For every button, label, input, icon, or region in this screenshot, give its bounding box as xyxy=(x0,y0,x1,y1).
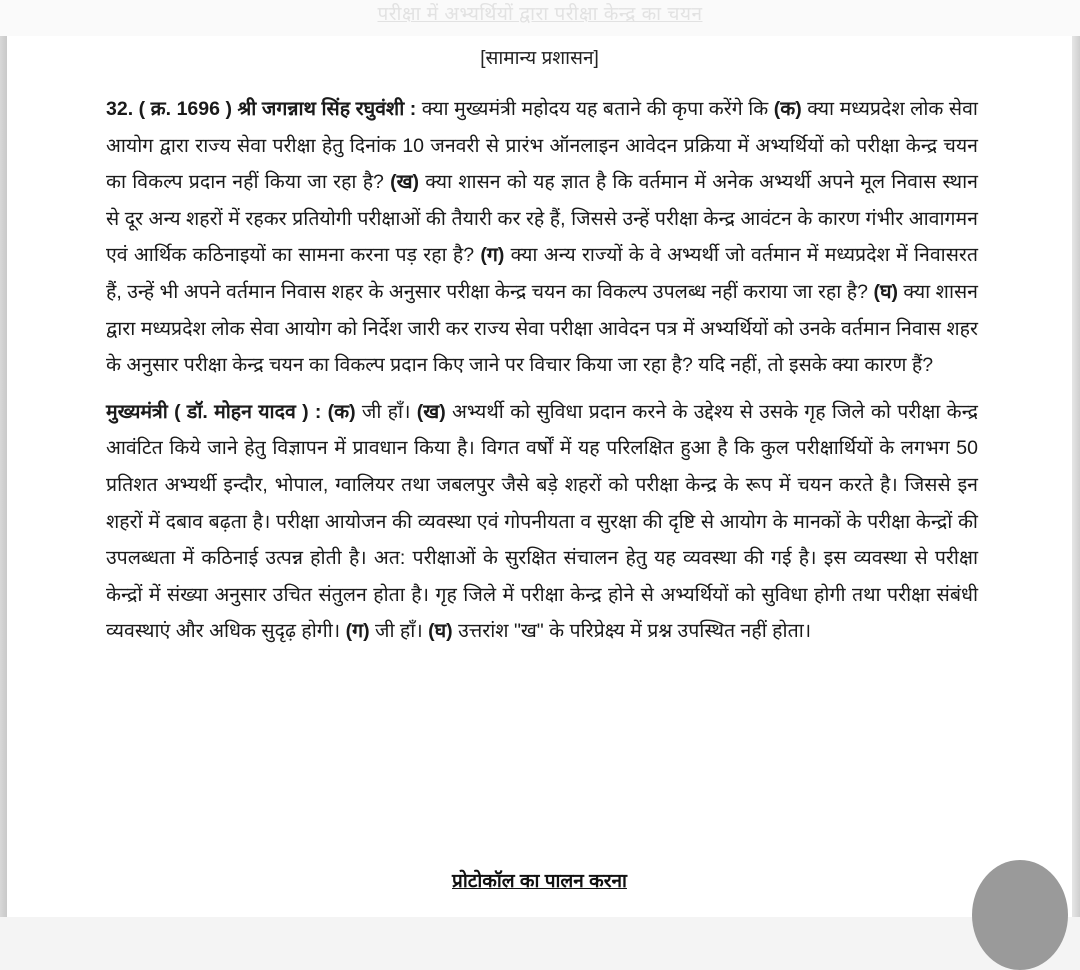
question-part-gh-label: (घ) xyxy=(873,280,898,303)
answer-part-k-label: (क) xyxy=(321,400,356,423)
department-label: [सामान्य प्रशासन] xyxy=(480,48,599,69)
answer-part-gh-label: (घ) xyxy=(428,620,453,643)
answer-part-kh-label: (ख) xyxy=(416,400,446,423)
answer-paragraph xyxy=(106,394,978,650)
previous-section-title: परीक्षा में अभ्यर्थियों द्वारा परीक्षा केन्द्र का चयन xyxy=(377,4,703,25)
question-paragraph xyxy=(106,91,978,384)
question-part-kh-label: (ख) xyxy=(390,171,420,194)
question-part-g-text: क्या अन्य राज्यों के वे अभ्यर्थी जो वर्तमान में मध्यप्रदेश में निवासरत हैं, उन्हें भी अपने वर्तमान निवास शहर के अनुसार परीक्षा केन्द्र चयन का विकल्प उपलब्ध नहीं कराया जा रहा है? xyxy=(106,244,979,303)
answer-speaker: मुख्यमंत्री ( डॉ. मोहन यादव ) : xyxy=(106,400,322,423)
document-page xyxy=(7,36,1072,917)
question-part-k-label: (क) xyxy=(773,98,802,120)
question-part-gh-text: क्या शासन द्वारा मध्यप्रदेश लोक सेवा आयोग को निर्देश जारी कर राज्य सेवा परीक्षा आवेदन पत्र में अभ्यर्थियों को उनके वर्तमान निवास शहर के अनुसार परीक्षा केन्द्र चयन का विकल्प प्रदान किए जाने पर विचार किया जा रहा है? यदि नहीं, तो इसके क्या कारण हैं? xyxy=(106,280,978,377)
answer-part-kh-text: अभ्यर्थी को सुविधा प्रदान करने के उद्देश्य से उसके गृह जिले को परीक्षा केन्द्र आवंटित किये जाने हेतु विज्ञापन में प्रावधान किया है। विगत वर्षों में यह परिलक्षित हुआ है कि कुल परीक्षार्थियों के लगभग 50 प्रतिशत अभ्यर्थी इन्दौर, भोपाल, ग्वालियर तथा जबलपुर जैसे बड़े शहरों को परीक्षा केन्द्र के रूप में चयन करते है। जिससे इन शहरों में दबाव बढ़ता है। परीक्षा आयोजन की व्यवस्था एवं गोपनीयता व सुरक्षा की दृष्टि से आयोग के मानकों के परीक्षा केन्द्रों की उपलब्धता में कठिनाई उत्पन्न होती है। अत: परीक्षाओं के सुरक्षित संचालन हेतु यह व्यवस्था की गई है। इस व्यवस्था से परीक्षा केन्द्रों में संख्या अनुसार उचित संतुलन होता है। गृह जिले में परीक्षा केन्द्र होने से अभ्यर्थियों को सुविधा होगी तथा परीक्षा संबंधी व्यवस्थाएं और अधिक सुदृढ़ होगी। xyxy=(106,400,978,643)
document-body xyxy=(106,91,978,660)
page-frame-left xyxy=(0,36,7,917)
next-section-heading: प्रोटोकॉल का पालन करना xyxy=(452,871,627,892)
question-part-kh-text: क्या शासन को यह ज्ञात है कि वर्तमान में अनेक अभ्यर्थी अपने मूल निवास स्थान से दूर अन्य शहरों में रहकर प्रतियोगी परीक्षाओं की तैयारी कर रहे हैं, जिससे उन्हें परीक्षा केन्द्र आवंटन के कारण गंभीर आवागमन एवं आर्थिक कठिनाइयों का सामना करना पड़ रहा है? xyxy=(106,171,978,267)
question-part-k-text: क्या मध्यप्रदेश लोक सेवा आयोग द्वारा राज्य सेवा परीक्षा हेतु दिनांक 10 जनवरी से प्रारंभ ऑनलाइन आवेदन प्रक्रिया में अभ्यर्थियों को परीक्षा केन्द्र चयन का विकल्प प्रदान नहीं किया जा रहा है? xyxy=(106,98,978,194)
page-frame-right xyxy=(1072,36,1080,917)
answer-part-g-label: (ग) xyxy=(345,620,370,643)
answer-part-gh-text: उत्तरांश "ख" के परिप्रेक्ष्य में प्रश्न उपस्थित नहीं होता। xyxy=(452,620,812,643)
question-intro: क्या मुख्यमंत्री महोदय यह बताने की कृपा करेंगे कि xyxy=(416,98,774,120)
faded-top-header xyxy=(0,0,1080,36)
question-number-and-member: 32. ( क्र. 1696 ) श्री जगन्नाथ सिंह रघुवंशी : xyxy=(106,98,417,120)
answer-part-g-text: जी हाँ। xyxy=(369,620,429,643)
floating-action-button[interactable] xyxy=(972,860,1068,970)
question-part-g-label: (ग) xyxy=(480,244,505,267)
answer-part-k-text: जी हाँ। xyxy=(355,400,417,423)
